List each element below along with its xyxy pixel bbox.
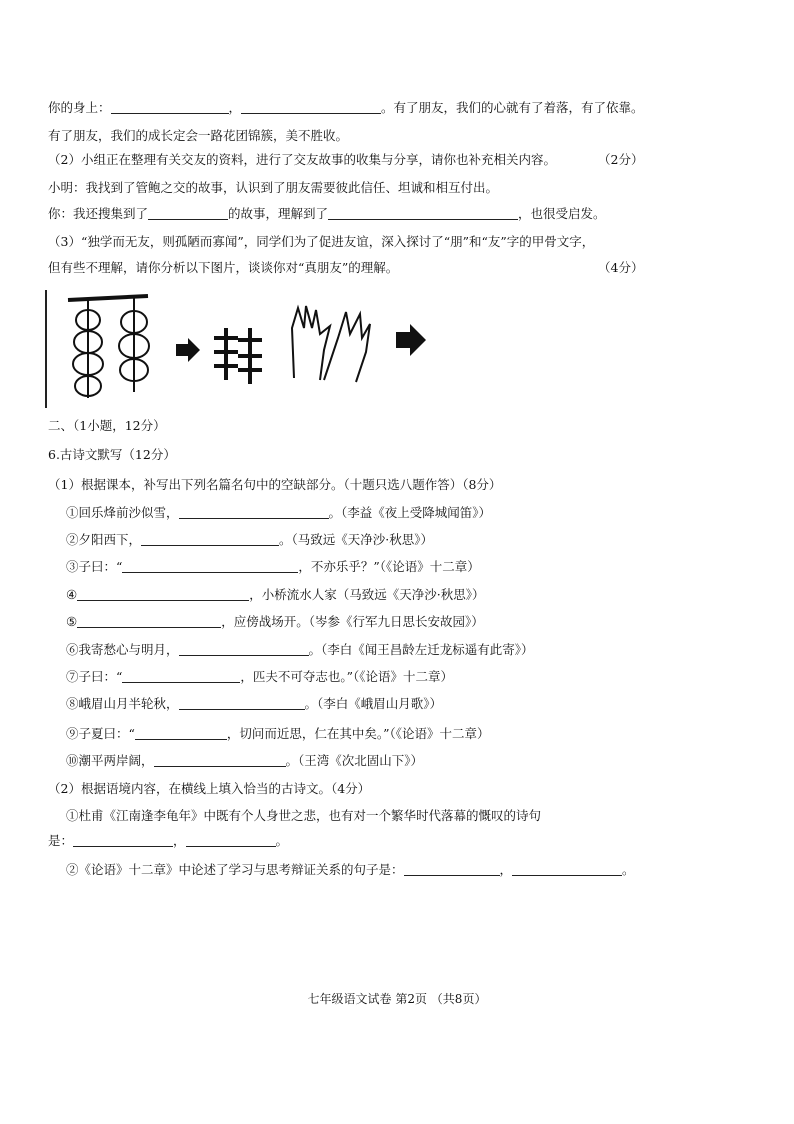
text: 你的身上： [48,100,111,115]
peng-glyph-icon [214,328,262,384]
recitation-item: ⑤ ，应傍战场开。（岑参《行军九日思长安故园》） [66,614,484,629]
answer-blank[interactable] [179,643,309,656]
oracle-bone-figure [48,288,468,412]
recitation-item: ③子曰：“ ，不亦乐乎？”（《论语》十二章） [66,559,480,574]
text-line: 但有些不理解，请你分析以下图片，谈谈你对“真朋友”的理解。 [48,260,399,275]
recitation-item: ⑨子夏曰：“ ，切问而近思，仁在其中矣。”（《论语》十二章） [66,726,490,741]
answer-blank[interactable] [135,727,227,740]
question-6: 6.古诗文默写（12分） [48,447,176,462]
answer-blank[interactable] [148,207,228,220]
recitation-item: ②夕阳西下， 。（马致远《天净沙·秋思》） [66,532,433,547]
answer-blank[interactable] [77,615,221,628]
answer-blank[interactable] [141,533,279,546]
recitation-item: ④ ，小桥流水人家（马致远《天净沙·秋思》） [66,587,485,602]
recitation-item: ⑦子曰：“ ，匹夫不可夺志也。”（《论语》十二章） [66,669,454,684]
answer-blank[interactable] [77,588,249,601]
hands-icon [292,306,370,382]
answer-blank[interactable] [154,754,286,767]
answer-blank[interactable] [512,863,622,876]
sub-question-2-2: ②《论语》十二章》中论述了学习与思考辩证关系的句子是： ， 。 [66,862,635,877]
score-label: （4分） [598,260,644,275]
recitation-item: ①回乐烽前沙似雪， 。（李益《夜上受降城闻笛》） [66,505,492,520]
question-2: （2）小组正在整理有关交友的资料，进行了交友故事的收集与分享，请你也补充相关内容。 [48,152,556,167]
answer-blank[interactable] [328,207,518,220]
answer-blank[interactable] [122,670,240,683]
answer-blank[interactable] [404,863,500,876]
recitation-item: ⑥我寄愁心与明月， 。（李白《闻王昌龄左迁龙标遥有此寄》） [66,642,534,657]
answer-blank[interactable] [111,101,229,114]
arrow-icon [396,324,426,356]
figure-bracket [45,290,47,408]
answer-blank[interactable] [73,834,173,847]
score-label: （2分） [598,152,644,167]
answer-blank[interactable] [179,506,329,519]
text-line: 你：我还搜集到了 的故事，理解到了 ，也很受启发。 [48,206,606,221]
answer-blank[interactable] [241,101,381,114]
page-footer: 七年级语文试卷 第2页 （共8页） [307,992,487,1006]
text-line: 是： ， 。 [48,833,289,848]
recitation-item: ⑧峨眉山月半轮秋， 。（李白《峨眉山月歌》） [66,696,443,711]
shells-icon [68,296,149,398]
answer-blank[interactable] [122,560,298,573]
sub-question-2: （2）根据语境内容，在横线上填入恰当的古诗文。（4分） [48,781,371,796]
sub-question-1: （1）根据课本，补写出下列名篇名句中的空缺部分。（十题只选八题作答）（8分） [48,477,502,492]
question-3: （3）“独学而无友，则孤陋而寡闻”，同学们为了促进友谊，深入探讨了“朋”和“友”字的甲骨文字， [48,234,595,249]
text-line: 你的身上： ， 。有了朋友，我们的心就有了着落，有了依靠。 [48,100,644,115]
text-line: 有了朋友，我们的成长定会一路花团锦簇，美不胜收。 [48,128,349,143]
text-line: 小明：我找到了管鲍之交的故事，认识到了朋友需要彼此信任、坦诚和相互付出。 [48,180,499,195]
answer-blank[interactable] [179,697,305,710]
arrow-icon [176,338,200,362]
section-heading: 二、（1小题，12分） [48,418,166,433]
sub-question-2-1: ①杜甫《江南逢李龟年》中既有个人身世之悲，也有对一个繁华时代落幕的慨叹的诗句 [66,808,542,823]
recitation-item: ⑩潮平两岸阔， 。（王湾《次北固山下》） [66,753,424,768]
answer-blank[interactable] [186,834,276,847]
